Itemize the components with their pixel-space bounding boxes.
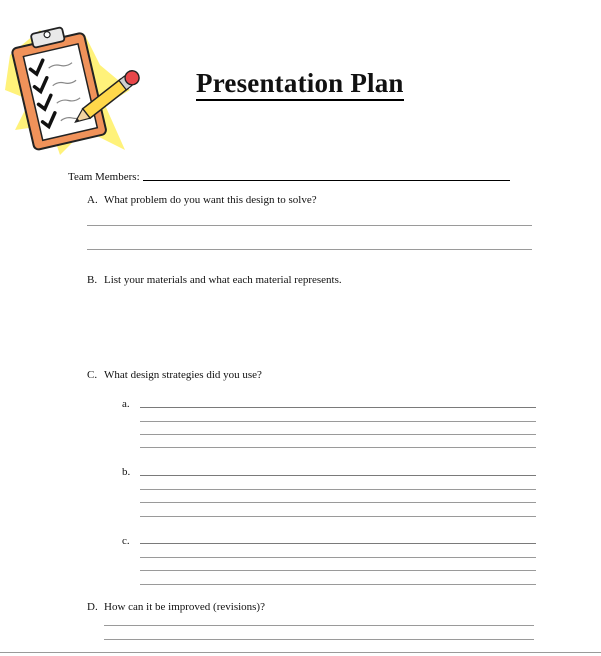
answer-line[interactable]	[140, 543, 536, 544]
question-c-text: What design strategies did you use?	[104, 369, 262, 381]
question-d-text: How can it be improved (revisions)?	[104, 601, 265, 613]
question-b-letter: B.	[87, 274, 98, 286]
page-title: Presentation Plan	[196, 68, 404, 101]
answer-line[interactable]	[140, 447, 536, 448]
question-c-letter: C.	[87, 369, 98, 381]
clipboard-checklist-pencil-icon	[0, 10, 160, 160]
answer-line[interactable]	[140, 489, 536, 490]
answer-line[interactable]	[104, 639, 534, 640]
question-a-text: What problem do you want this design to solve?	[104, 194, 317, 206]
answer-line[interactable]	[140, 570, 536, 571]
subitem-a-letter: a.	[122, 398, 130, 410]
question-d-letter: D.	[87, 601, 98, 613]
answer-line[interactable]	[140, 502, 536, 503]
answer-line[interactable]	[140, 434, 536, 435]
answer-line[interactable]	[140, 516, 536, 517]
page-bottom-divider	[0, 652, 601, 653]
answer-line[interactable]	[140, 407, 536, 408]
subitem-c-letter: c.	[122, 535, 130, 547]
answer-line[interactable]	[87, 225, 532, 226]
question-a-letter: A.	[87, 194, 98, 206]
answer-line[interactable]	[104, 625, 534, 626]
answer-line[interactable]	[140, 421, 536, 422]
question-b-text: List your materials and what each material represents.	[104, 274, 342, 286]
answer-line[interactable]	[140, 584, 536, 585]
team-members-field[interactable]	[143, 180, 510, 181]
answer-line[interactable]	[87, 249, 532, 250]
answer-line[interactable]	[140, 475, 536, 476]
team-members-label: Team Members:	[68, 171, 140, 183]
subitem-b-letter: b.	[122, 466, 131, 478]
answer-line[interactable]	[140, 557, 536, 558]
